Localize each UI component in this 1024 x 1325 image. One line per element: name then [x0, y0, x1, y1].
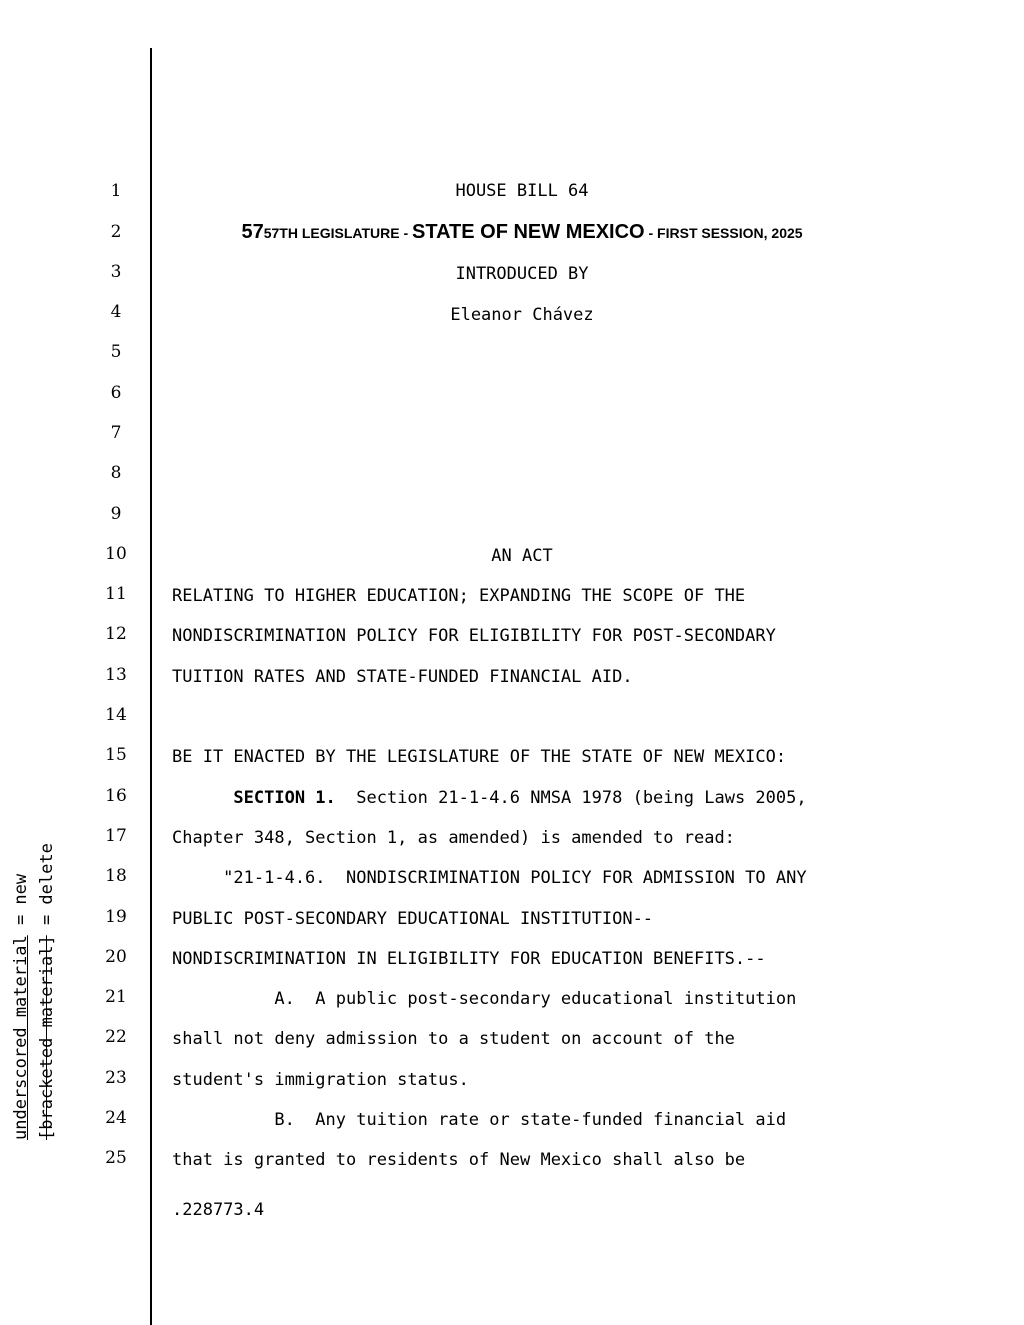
body-line: NONDISCRIMINATION IN ELIGIBILITY FOR EDUCATION BENEFITS.--	[172, 949, 766, 969]
body-line: that is granted to residents of New Mexico shall also be	[172, 1150, 746, 1170]
line-number: 22	[105, 1027, 127, 1047]
legislature-heading	[172, 220, 872, 246]
line-number: 18	[105, 866, 127, 886]
line-number: 6	[110, 383, 122, 403]
section-label: SECTION 1.	[233, 788, 336, 808]
line-number: 21	[105, 987, 127, 1007]
section-1-line	[172, 788, 807, 808]
body-line: "21-1-4.6. NONDISCRIMINATION POLICY FOR ADMISSION TO ANY	[172, 868, 807, 888]
body-line: student's immigration status.	[172, 1070, 469, 1090]
enacting-clause: BE IT ENACTED BY THE LEGISLATURE OF THE STATE OF NEW MEXICO:	[172, 747, 787, 767]
line-number: 2	[110, 222, 122, 242]
line-number: 4	[110, 302, 122, 322]
legend-bracketed: [bracketed material]	[37, 935, 57, 1140]
line-number: 10	[105, 544, 127, 564]
line-number: 25	[105, 1148, 127, 1168]
body-line: Chapter 348, Section 1, as amended) is amended to read:	[172, 828, 735, 848]
legislature-suffix: - FIRST SESSION, 2025	[644, 225, 803, 241]
material-legend	[8, 810, 88, 1140]
legend-new	[8, 810, 34, 1140]
line-number: 13	[105, 665, 127, 685]
legend-new-suffix: = new	[11, 873, 31, 936]
line-number: 7	[110, 423, 122, 443]
legislature-state: STATE OF NEW MEXICO	[412, 221, 645, 243]
line-number: 12	[105, 624, 127, 644]
act-title-line: RELATING TO HIGHER EDUCATION; EXPANDING THE SCOPE OF THE	[172, 586, 746, 606]
body-line: A. A public post-secondary educational institution	[172, 989, 797, 1009]
body-line: shall not deny admission to a student on account of the	[172, 1029, 735, 1049]
line-number: 14	[105, 705, 127, 725]
introduced-by: INTRODUCED BY	[455, 264, 589, 284]
line-number: 24	[105, 1108, 127, 1128]
bill-code: .228773.4	[172, 1200, 265, 1220]
body-line: B. Any tuition rate or state-funded financial aid	[172, 1110, 787, 1130]
line-number: 15	[105, 745, 127, 765]
body-line: PUBLIC POST-SECONDARY EDUCATIONAL INSTITUTION--	[172, 909, 654, 929]
line-number: 23	[105, 1068, 127, 1088]
line-number: 17	[105, 826, 127, 846]
line-number: 9	[110, 504, 122, 524]
section-text: Section 21-1-4.6 NMSA 1978 (being Laws 2005,	[335, 788, 807, 808]
act-title-line: TUITION RATES AND STATE-FUNDED FINANCIAL AID.	[172, 667, 633, 687]
line-number: 8	[110, 463, 122, 483]
line-number: 20	[105, 947, 127, 967]
legislature-prefix: 57TH LEGISLATURE -	[263, 225, 413, 241]
line-number: 16	[105, 786, 127, 806]
act-title-line: NONDISCRIMINATION POLICY FOR ELIGIBILITY FOR POST-SECONDARY	[172, 626, 776, 646]
act-heading: AN ACT	[491, 546, 553, 566]
legend-delete-suffix: = delete	[37, 843, 57, 936]
line-number: 1	[110, 181, 122, 201]
bill-title: HOUSE BILL 64	[455, 181, 589, 201]
legislature-number: 57	[241, 221, 264, 243]
line-number: 11	[105, 584, 127, 604]
line-number: 5	[110, 342, 122, 362]
line-number: 3	[110, 262, 122, 282]
line-number: 19	[105, 907, 127, 927]
left-margin-rule	[150, 48, 152, 1325]
legend-delete	[34, 810, 60, 1140]
legend-underscored: underscored material	[11, 935, 31, 1140]
sponsor-name: Eleanor Chávez	[450, 305, 594, 325]
